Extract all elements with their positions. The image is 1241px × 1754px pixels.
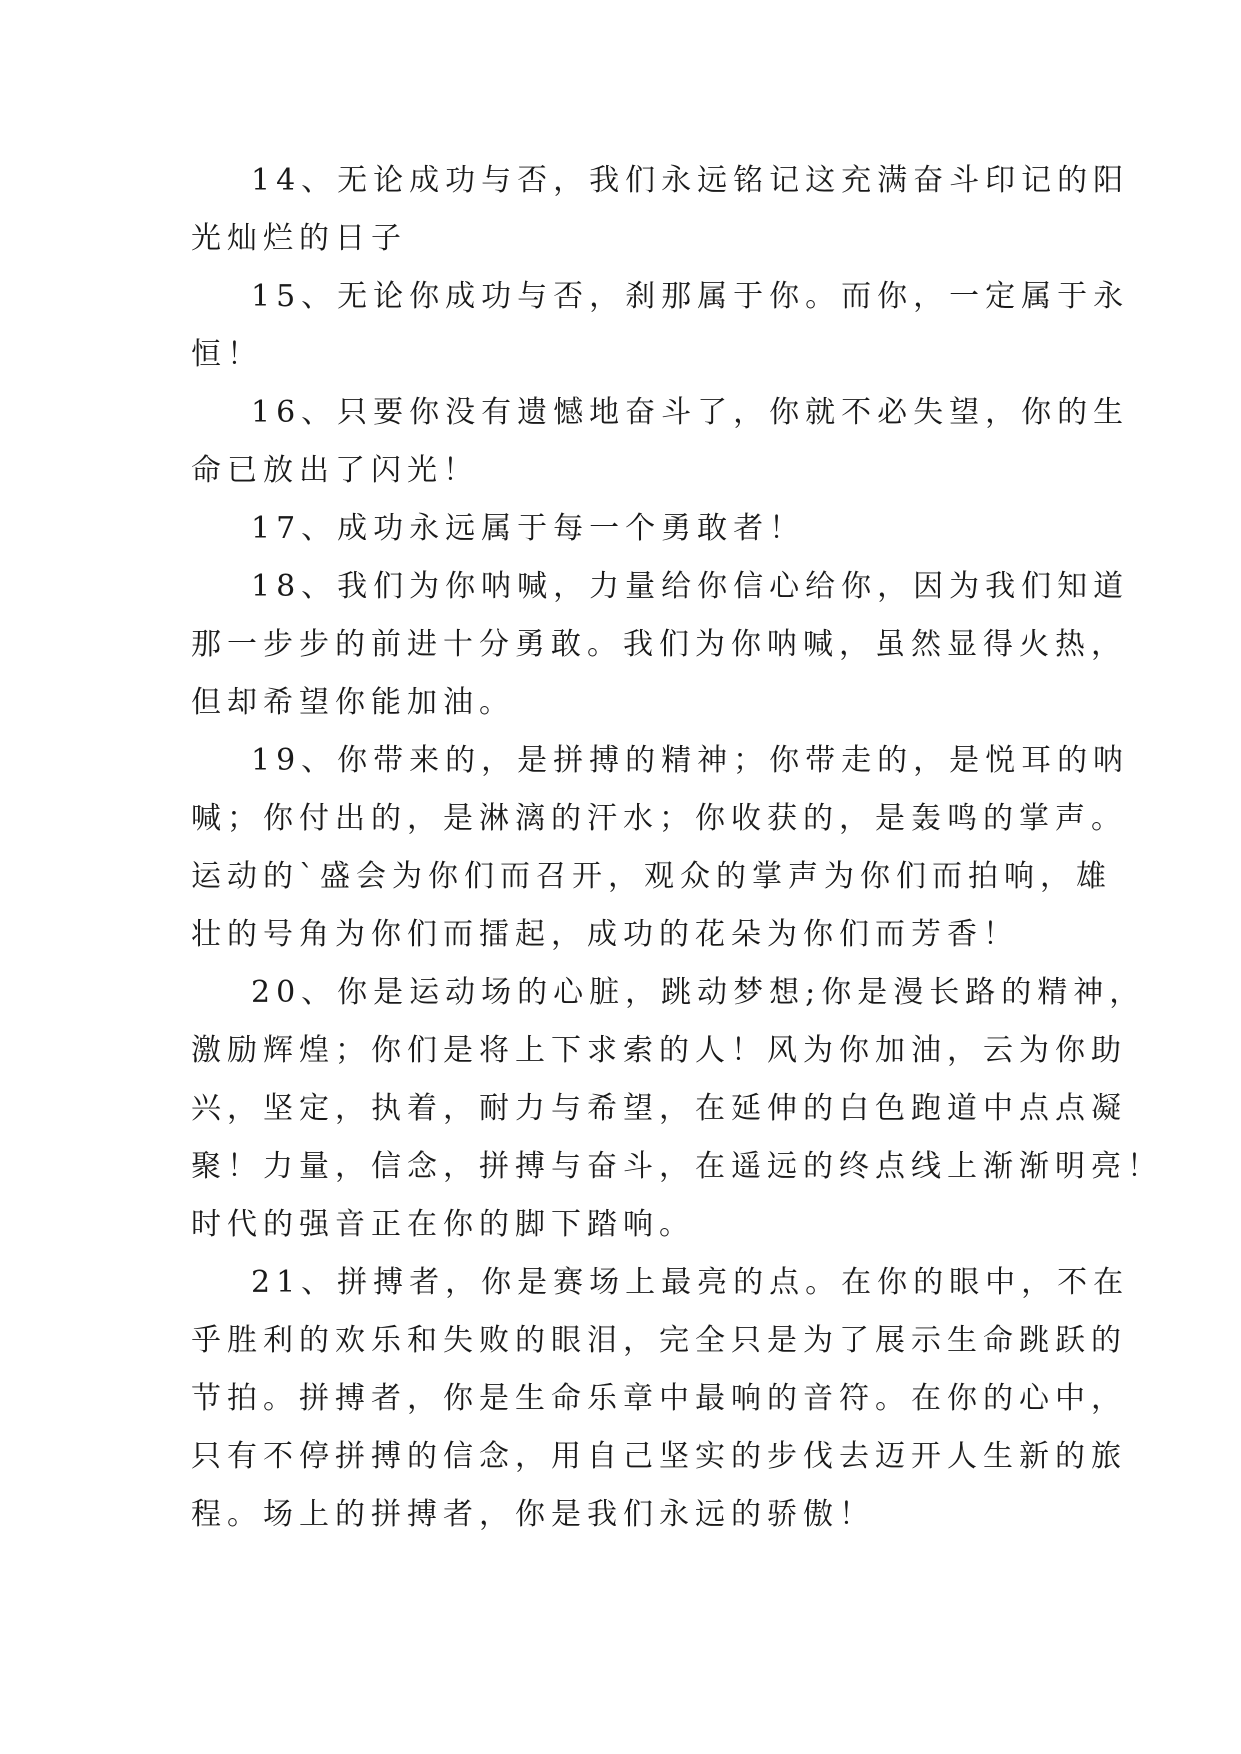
paragraph-15-line-2: 恒！ — [191, 337, 263, 372]
paragraph-17-line-1: 17、成功永远属于每一个勇敢者！ — [251, 511, 806, 546]
paragraph-18-line-3: 但却希望你能加油。 — [191, 685, 515, 720]
paragraph-18-line-2: 那一步步的前进十分勇敢。我们为你呐喊，虽然显得火热， — [191, 627, 1127, 662]
paragraph-21-line-1: 21、拼搏者，你是赛场上最亮的点。在你的眼中，不在 — [251, 1265, 1130, 1300]
paragraph-19-line-3: 运动的`盛会为你们而召开，观众的掌声为你们而拍响，雄 — [191, 859, 1112, 894]
paragraph-15-line-1: 15、无论你成功与否，刹那属于你。而你，一定属于永 — [251, 279, 1130, 314]
paragraph-20-line-4: 聚！力量，信念，拼搏与奋斗，在遥远的终点线上渐渐明亮！ — [191, 1149, 1163, 1184]
paragraph-21-line-2: 乎胜利的欢乐和失败的眼泪，完全只是为了展示生命跳跃的 — [191, 1323, 1127, 1358]
paragraph-16-line-2: 命已放出了闪光！ — [191, 453, 479, 488]
paragraph-20-line-2: 激励辉煌；你们是将上下求索的人！风为你加油，云为你助 — [191, 1033, 1127, 1068]
paragraph-19-line-2: 喊；你付出的，是淋漓的汗水；你收获的，是轰鸣的掌声。 — [191, 801, 1127, 836]
document-body — [191, 152, 1163, 1544]
paragraph-20-line-1: 20、你是运动场的心脏，跳动梦想;你是漫长路的精神， — [251, 975, 1146, 1010]
paragraph-21-line-4: 只有不停拼搏的信念，用自己坚实的步伐去迈开人生新的旅 — [191, 1439, 1127, 1474]
paragraph-19-line-4: 壮的号角为你们而擂起，成功的花朵为你们而芳香！ — [191, 917, 1019, 952]
paragraph-18-line-1: 18、我们为你呐喊，力量给你信心给你，因为我们知道 — [251, 569, 1130, 604]
paragraph-14-line-2: 光灿烂的日子 — [191, 221, 407, 256]
paragraph-19-line-1: 19、你带来的，是拼搏的精神；你带走的，是悦耳的呐 — [251, 743, 1130, 778]
paragraph-21-line-3: 节拍。拼搏者，你是生命乐章中最响的音符。在你的心中， — [191, 1381, 1127, 1416]
paragraph-20-line-5: 时代的强音正在你的脚下踏响。 — [191, 1207, 695, 1242]
paragraph-21-line-5: 程。场上的拼搏者，你是我们永远的骄傲！ — [191, 1497, 875, 1532]
paragraph-16-line-1: 16、只要你没有遗憾地奋斗了，你就不必失望，你的生 — [251, 395, 1130, 430]
paragraph-14-line-1: 14、无论成功与否，我们永远铭记这充满奋斗印记的阳 — [251, 163, 1130, 198]
paragraph-20-line-3: 兴，坚定，执着，耐力与希望，在延伸的白色跑道中点点凝 — [191, 1091, 1127, 1126]
